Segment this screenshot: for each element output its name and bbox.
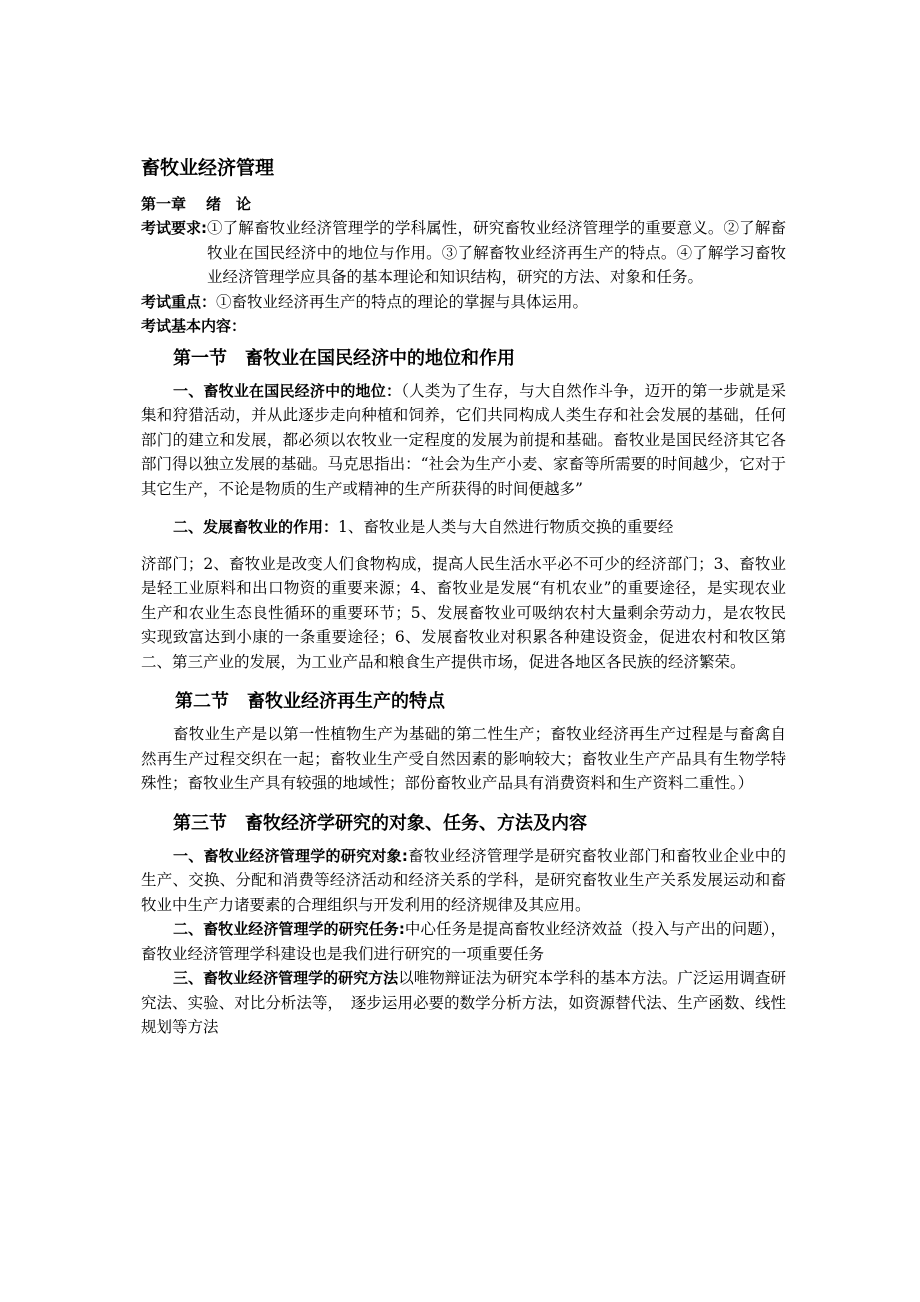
section-1-p2-label: 二、发展畜牧业的作用： <box>173 518 339 536</box>
section-1-paragraph-2-rest: 济部门；2、畜牧业是改变人们食物构成，提高人民生活水平必不可少的经济部门；3、畜牧业是轻工业原料和出口物资的重要来源；4、畜牧业是发展“有机农业”的重要途径，是实现农业生产和农业生态良性循环的重要环节；5、发展畜牧业可吸纳农村大量剩余劳动力，是农牧民实现致富达到小康的一条重要途径；6、发展畜牧业对积累各种建设资金，促进农村和牧区第二、第三产业的发展，为工业产品和粮食生产提供市场，促进各地区各民族的经济繁荣。 <box>141 554 786 671</box>
section-3-paragraph-2 <box>141 917 786 966</box>
section-1-p2-first-line: 1、畜牧业是人类与大自然进行物质交换的重要经 <box>338 518 674 536</box>
section-1-p1-label: 一、畜牧业在国民经济中的地位： <box>173 381 402 400</box>
chapter-heading <box>141 192 786 216</box>
section-3-p3-label: 三、畜牧业经济管理学的研究方法 <box>173 969 399 987</box>
exam-focus-text: ①畜牧业经济再生产的特点的理论的掌握与具体运用。 <box>216 292 589 311</box>
section-3-p2-label: 二、畜牧业经济管理学的研究任务: <box>173 920 405 938</box>
document-content <box>141 154 786 1040</box>
exam-focus <box>141 290 786 315</box>
section-3-paragraph-3 <box>141 966 786 1040</box>
section-3-p1-text: 畜牧业经济管理学是研究畜牧业部门和畜牧业企业中的生产、交换、分配和消费等经济活动和经济关系的学科，是研究畜牧业生产关系发展运动和畜牧业中生产力诸要素的合理组织与开发利用的经济规律及其应用。 <box>141 846 786 914</box>
exam-focus-label: 考试重点： <box>141 292 217 311</box>
chapter-number: 第一章 <box>141 195 187 213</box>
exam-requirements-text: ①了解畜牧业经济管理学的学科属性，研究畜牧业经济管理学的重要意义。②了解畜牧业在国民经济中的地位与作用。③了解畜牧业经济再生产的特点。④了解学习畜牧业经济管理学应具备的基本理论和知识结构，研究的方法、对象和任务。 <box>207 219 786 286</box>
section-3-title: 第三节 畜牧经济学研究的对象、任务、方法及内容 <box>173 812 587 834</box>
section-1-p1-text: （人类为了生存，与大自然作斗争，迈开的第一步就是采集和狩猎活动，并从此逐步走向种植和饲养，它们共同构成人类生存和社会发展的基础，任何部门的建立和发展，都必须以农牧业一定程度的发展为前提和基础。畜牧业是国民经济其它各部门得以独立发展的基础。马克思指出：“社会为生产小麦、家畜等所需要的时间越少，它对于其它生产，不论是物质的生产或精神的生产所获得的时间便越多” <box>141 381 786 498</box>
document-title: 畜牧业经济管理 <box>141 157 275 179</box>
exam-requirements-label: 考试要求: <box>141 219 207 237</box>
section-2-paragraph: 畜牧业生产是以第一性植物生产为基础的第二性生产；畜牧业经济再生产过程是与畜禽自然再生产过程交织在一起；畜牧业生产受自然因素的影响较大；畜牧业生产产品具有生物学特殊性；畜牧业生产具有较强的地域性；部份畜牧业产品具有消费资料和生产资料二重性。） <box>141 725 786 792</box>
section-3-p3-text: 以唯物辩证法为研究本学科的基本方法。广泛运用调查研究法、实验、对比分析法等， 逐步运用必要的数学分析方法，如资源替代法、生产函数、线性规划等方法 <box>141 969 786 1036</box>
section-1-title: 第一节 畜牧业在国民经济中的地位和作用 <box>173 347 515 369</box>
section-2-title: 第二节 畜牧业经济再生产的特点 <box>175 691 445 712</box>
chapter-name: 绪 论 <box>206 195 252 213</box>
exam-requirements <box>141 216 786 290</box>
section-3-p1-label: 一、畜牧业经济管理学的研究对象: <box>173 846 408 865</box>
section-3-p2-text: 中心任务是提高畜牧业经济效益（投入与产出的问题），畜牧业经济管理学科建设也是我们进行研究的一项重要任务 <box>141 920 786 963</box>
exam-content-label: 考试基本内容： <box>141 317 247 335</box>
section-1-paragraph-1 <box>141 379 786 502</box>
section-3-paragraph-1 <box>141 844 786 918</box>
section-1-paragraph-2-first <box>141 515 786 540</box>
